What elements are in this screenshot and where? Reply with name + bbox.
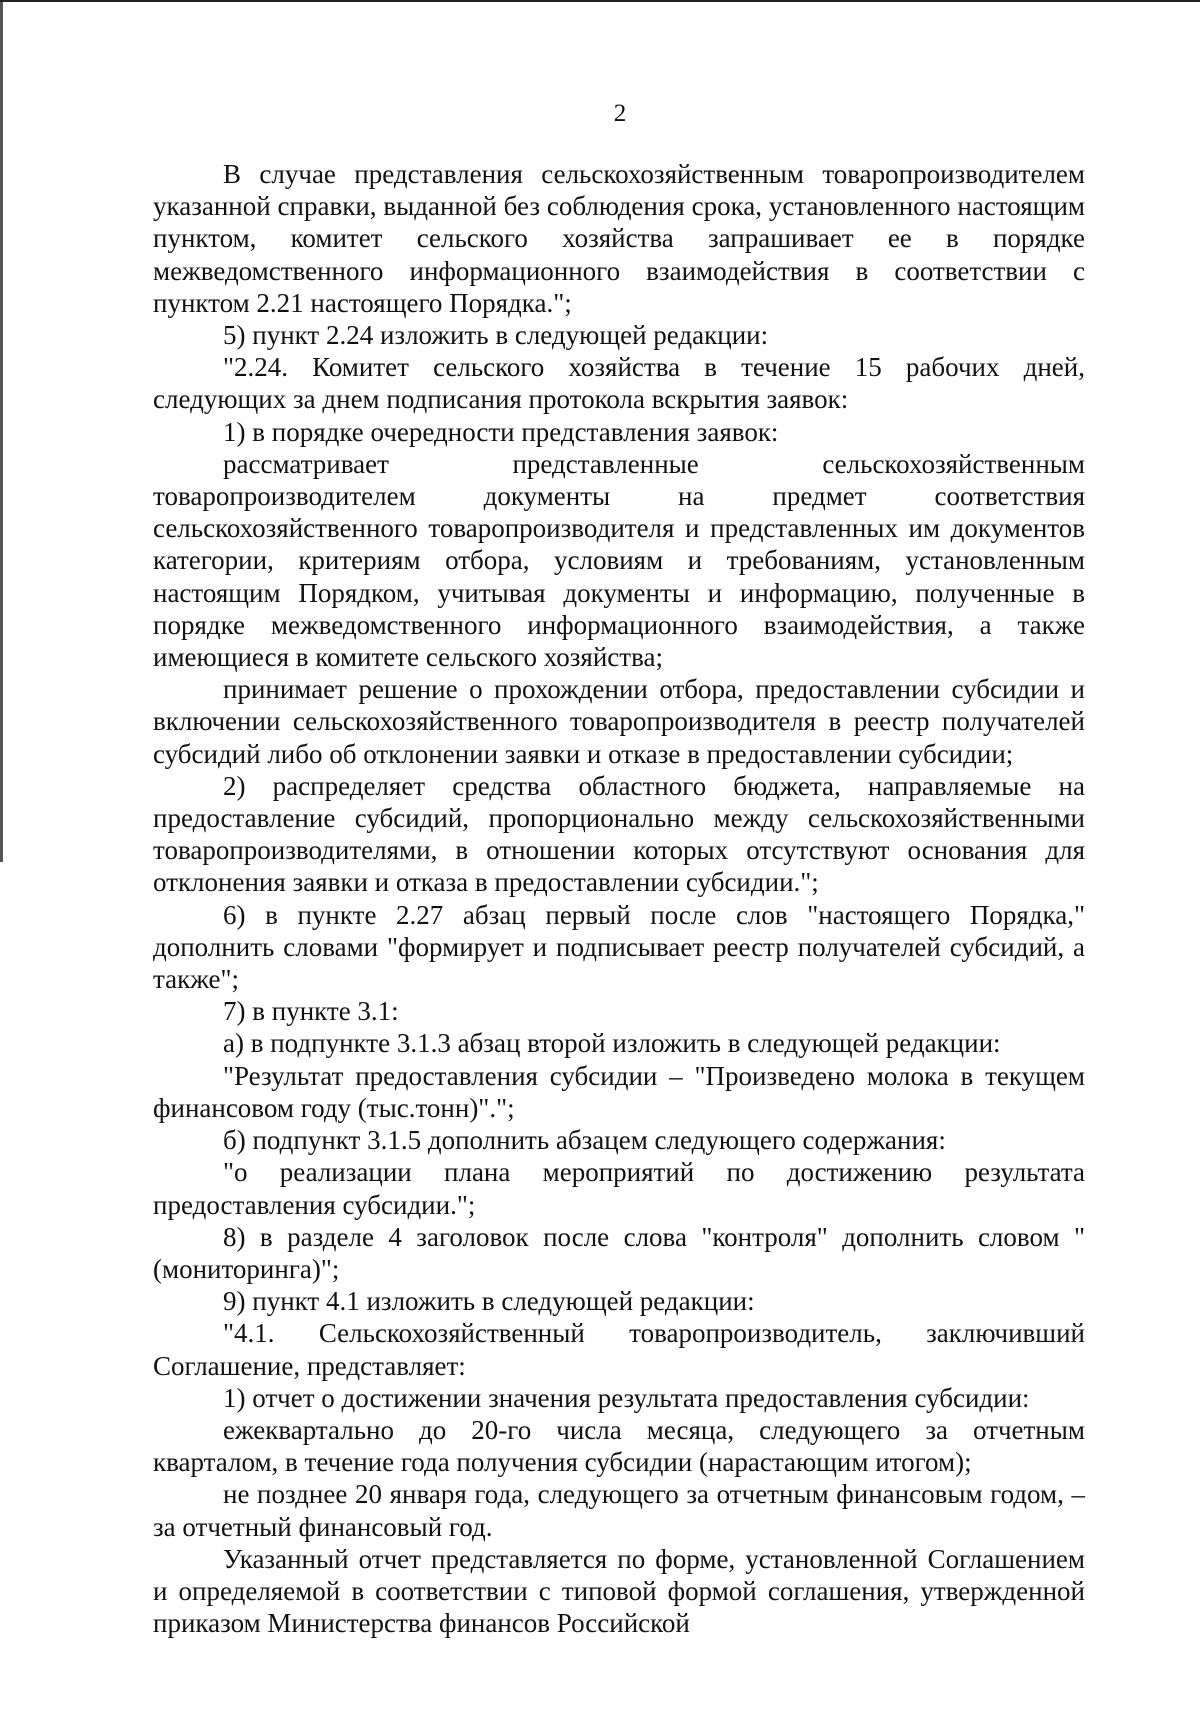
paragraph: 5) пункт 2.24 изложить в следующей редакции: bbox=[223, 320, 769, 351]
paragraph: "Результат предоставления субсидии – "Произведено молока в текущем финансовом году (тыс.тонн)"."; bbox=[153, 1060, 1085, 1123]
scan-edge-shadow bbox=[0, 2, 3, 862]
paragraph: 9) пункт 4.1 изложить в следующей редакции: bbox=[223, 1286, 755, 1317]
page-number: 2 bbox=[613, 100, 627, 127]
paragraph: 7) в пункте 3.1: bbox=[223, 996, 399, 1027]
paragraph: принимает решение о прохождении отбора, предоставлении субсидии и включении сельскохозяйственного товаропроизводителя в реестр получателей субсидий либо об отклонении заявки и отказе в предоставлении субсидии; bbox=[153, 674, 1085, 769]
paragraph: "4.1. Сельскохозяйственный товаропроизводитель, заключивший Соглашение, представляет: bbox=[153, 1318, 1085, 1381]
paragraph: 1) в порядке очередности представления заявок: bbox=[223, 416, 779, 447]
paragraph: "о реализации плана мероприятий по достижению результата предоставления субсидии."; bbox=[153, 1157, 1085, 1220]
paragraph: 6) в пункте 2.27 абзац первый после слов "настоящего Порядка," дополнить словами "формирует и подписывает реестр получателей субсидий, а также"; bbox=[153, 899, 1085, 995]
paragraph: не позднее 20 января года, следующего за отчетным финансовым годом, – за отчетный финансовый год. bbox=[153, 1479, 1085, 1542]
paragraph: ежеквартально до 20-го числа месяца, следующего за отчетным кварталом, в течение года получения субсидии (нарастающим итогом); bbox=[153, 1414, 1085, 1478]
paragraph: б) подпункт 3.1.5 дополнить абзацем следующего содержания: bbox=[223, 1125, 946, 1156]
paragraph: 1) отчет о достижении значения результата предоставления субсидии: bbox=[223, 1382, 1030, 1413]
paragraph: рассматривает представленные сельскохозяйственным товаропроизводителем документы на предмет соответствия сельскохозяйственного товаропроизводителя и представленных им документов категории, критериям отбора, условиям и требованиям, установленным настоящим Порядком, учитывая документы и информацию, полученные в порядке межведомственного информационного взаимодействия, а также имеющиеся в комитете сельского хозяйства; bbox=[153, 448, 1085, 673]
paragraph: В случае представления сельскохозяйственным товаропроизводителем указанной справки, выданной без соблюдения срока, установленного настоящим пунктом, комитет сельского хозяйства запрашивает ее в порядке межведомственного информационного взаимодействия в соответствии с пунктом 2.21 настоящего Порядка."; bbox=[153, 159, 1085, 318]
paragraph: а) в подпункте 3.1.3 абзац второй изложить в следующей редакции: bbox=[223, 1028, 1001, 1059]
paragraph: Указанный отчет представляется по форме, установленной Соглашением и определяемой в соответствии с типовой формой соглашения, утвержденной приказом Министерства финансов Российской bbox=[153, 1543, 1085, 1639]
document-body bbox=[153, 158, 1085, 1639]
paragraph: 2) распределяет средства областного бюджета, направляемые на предоставление субсидий, пропорционально между сельскохозяйственными товаропроизводителями, в отношении которых отсутствуют основания для отклонения заявки и отказа в предоставлении субсидии."; bbox=[153, 770, 1085, 898]
paragraph: "2.24. Комитет сельского хозяйства в течение 15 рабочих дней, следующих за днем подписания протокола вскрытия заявок: bbox=[153, 352, 1085, 415]
paragraph: 8) в разделе 4 заголовок после слова "контроля" дополнить словом "(мониторинга)"; bbox=[153, 1221, 1085, 1284]
